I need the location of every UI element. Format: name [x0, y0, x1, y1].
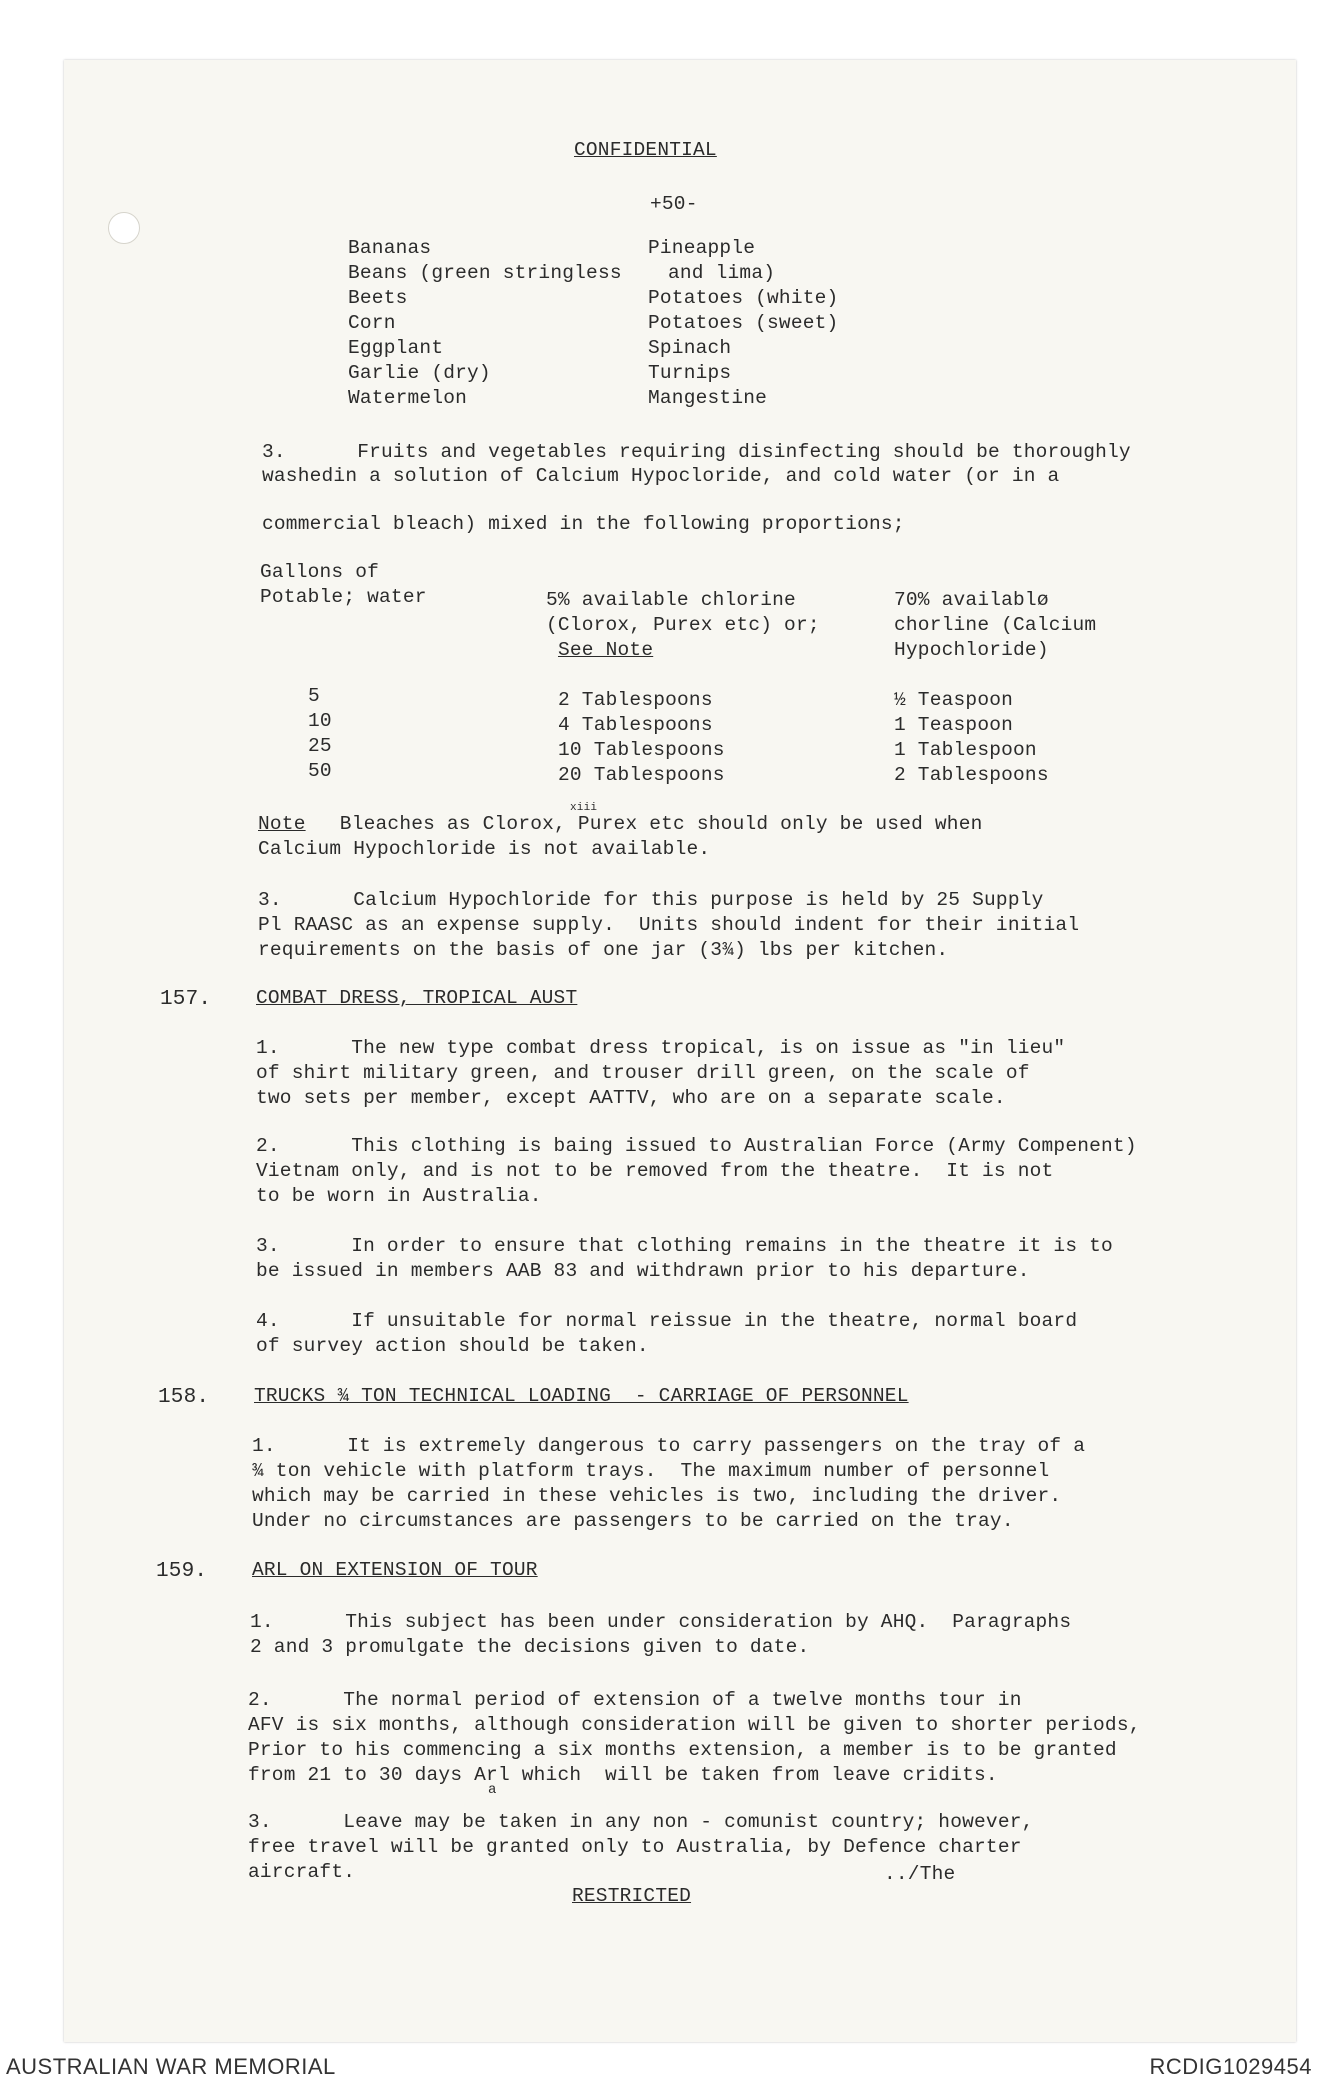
s157-p1-line: of shirt military green, and trouser drill green, on the scale of [256, 1062, 1030, 1084]
s159-p1-line: 2 and 3 promulgate the decisions given to date. [250, 1636, 810, 1658]
section-159-title: ARL ON EXTENSION OF TOUR [252, 1559, 538, 1581]
classification-header: CONFIDENTIAL [574, 139, 717, 161]
produce-left-4: Eggplant [348, 337, 444, 359]
produce-left-2: Beets [348, 287, 408, 309]
section-157-number: 157. [160, 988, 212, 1011]
s159-p3-line: free travel will be granted only to Australia, by Defence charter [248, 1836, 1022, 1858]
s157-p2-line: 2. This clothing is baing issued to Australian Force (Army Compenent) [256, 1135, 1137, 1157]
table-cell: 5 [308, 685, 320, 707]
table-cell: 2 Tablespoons [894, 764, 1049, 786]
section-158-title: TRUCKS ¾ TON TECHNICAL LOADING - CARRIAGE OF PERSONNEL [254, 1385, 909, 1407]
section-157-title: COMBAT DRESS, TROPICAL AUST [256, 987, 578, 1009]
produce-right-4: Spinach [648, 337, 732, 359]
section-158-number: 158. [158, 1386, 210, 1409]
s159-p3-line: 3. Leave may be taken in any non - comunist country; however, [248, 1811, 1034, 1833]
produce-left-0: Bananas [348, 237, 432, 259]
table-col2-header-0: 5% available chlorine [546, 589, 796, 611]
s157-p4-line: 4. If unsuitable for normal reissue in the theatre, normal board [256, 1310, 1078, 1332]
produce-left-6: Watermelon [348, 387, 468, 409]
s159-p2-line: Prior to his commencing a six months extension, a member is to be granted [248, 1739, 1117, 1761]
s159-p2-line: AFV is six months, although consideration will be given to shorter periods, [248, 1714, 1141, 1736]
table-cell: ½ Teaspoon [894, 689, 1014, 711]
table-cell: 50 [308, 760, 332, 782]
punch-hole [108, 212, 140, 244]
table-cell: 4 Tablespoons [558, 714, 713, 736]
continued-marker: ../The [884, 1863, 956, 1885]
table-cell: 1 Teaspoon [894, 714, 1014, 736]
table-col3-header-0: 70% availablø [894, 589, 1049, 611]
s157-p4-line: of survey action should be taken. [256, 1335, 649, 1357]
section-159-number: 159. [156, 1560, 208, 1583]
para3b-line3: requirements on the basis of one jar (3¾) lbs per kitchen. [258, 939, 949, 961]
note-label: Note [258, 813, 306, 835]
table-cell: 1 Tablespoon [894, 739, 1037, 761]
classification-footer: RESTRICTED [572, 1885, 692, 1907]
produce-right-5: Turnips [648, 362, 732, 384]
s159-p1-line: 1. This subject has been under consideration by AHQ. Paragraphs [250, 1611, 1072, 1633]
table-cell: 20 Tablespoons [558, 764, 725, 786]
produce-right-0: Pineapple [648, 237, 756, 259]
table-col2-header-1: (Clorox, Purex etc) or; [546, 614, 820, 636]
s157-p2-line: to be worn in Australia. [256, 1185, 542, 1207]
s157-p3-line: 3. In order to ensure that clothing remains in the theatre it is to [256, 1235, 1113, 1257]
table-cell: 10 Tablespoons [558, 739, 725, 761]
para3-line3: commercial bleach) mixed in the following proportions; [262, 513, 905, 535]
table-col2-header-2: See Note [558, 639, 654, 661]
archive-footer-right: RCDIG1029454 [1149, 2054, 1312, 2079]
note-line1: Bleaches as Clorox, Purex etc should only be used when [316, 813, 983, 835]
s157-p2-line: Vietnam only, and is not to be removed from the theatre. It is not [256, 1160, 1054, 1182]
s157-p3-line: be issued in members AAB 83 and withdrawn prior to his departure. [256, 1260, 1030, 1282]
archive-footer-left: AUSTRALIAN WAR MEMORIAL [6, 2054, 336, 2079]
table-col3-header-1: chorline (Calcium [894, 614, 1097, 636]
produce-right-2: Potatoes (white) [648, 287, 839, 309]
s159-p2-line: 2. The normal period of extension of a twelve months tour in [248, 1689, 1022, 1711]
note-margin-mark: xiii [570, 802, 598, 814]
s158-p1-line: 1. It is extremely dangerous to carry passengers on the tray of a [252, 1435, 1086, 1457]
table-cell: 10 [308, 710, 332, 732]
s159-p3-line: aircraft. [248, 1861, 356, 1883]
table-col1-header-0: Gallons of [260, 561, 380, 583]
para3-line2: washedin a solution of Calcium Hypocloride, and cold water (or in a [262, 465, 1060, 487]
s158-p1-line: ¾ ton vehicle with platform trays. The maximum number of personnel [252, 1460, 1050, 1482]
produce-right-6: Mangestine [648, 387, 768, 409]
page-number: +50- [650, 193, 698, 215]
produce-left-5: Garlie (dry) [348, 362, 491, 384]
s157-p1-line: two sets per member, except AATTV, who are on a separate scale. [256, 1087, 1006, 1109]
note-line2: Calcium Hypochloride is not available. [258, 838, 711, 860]
s158-p1-line: which may be carried in these vehicles is two, including the driver. [252, 1485, 1062, 1507]
table-cell: 25 [308, 735, 332, 757]
table-cell: 2 Tablespoons [558, 689, 713, 711]
s158-p1-line: Under no circumstances are passengers to be carried on the tray. [252, 1510, 1014, 1532]
produce-right-1: and lima) [668, 262, 776, 284]
s157-p1-line: 1. The new type combat dress tropical, is on issue as "in lieu" [256, 1037, 1066, 1059]
table-col3-header-2: Hypochloride) [894, 639, 1049, 661]
para3-line1: 3. Fruits and vegetables requiring disinfecting should be thoroughly [262, 441, 1131, 463]
s159-p2-line: from 21 to 30 days Arl which will be taken from leave cridits. [248, 1764, 998, 1786]
table-col1-header-1: Potable; water [260, 586, 427, 608]
produce-right-3: Potatoes (sweet) [648, 312, 839, 334]
produce-left-1: Beans (green stringless [348, 262, 622, 284]
produce-left-3: Corn [348, 312, 396, 334]
para3b-line1: 3. Calcium Hypochloride for this purpose is held by 25 Supply [258, 889, 1044, 911]
para3b-line2: Pl RAASC as an expense supply. Units should indent for their initial [258, 914, 1080, 936]
s159-p2-insert: a [488, 1782, 497, 1798]
